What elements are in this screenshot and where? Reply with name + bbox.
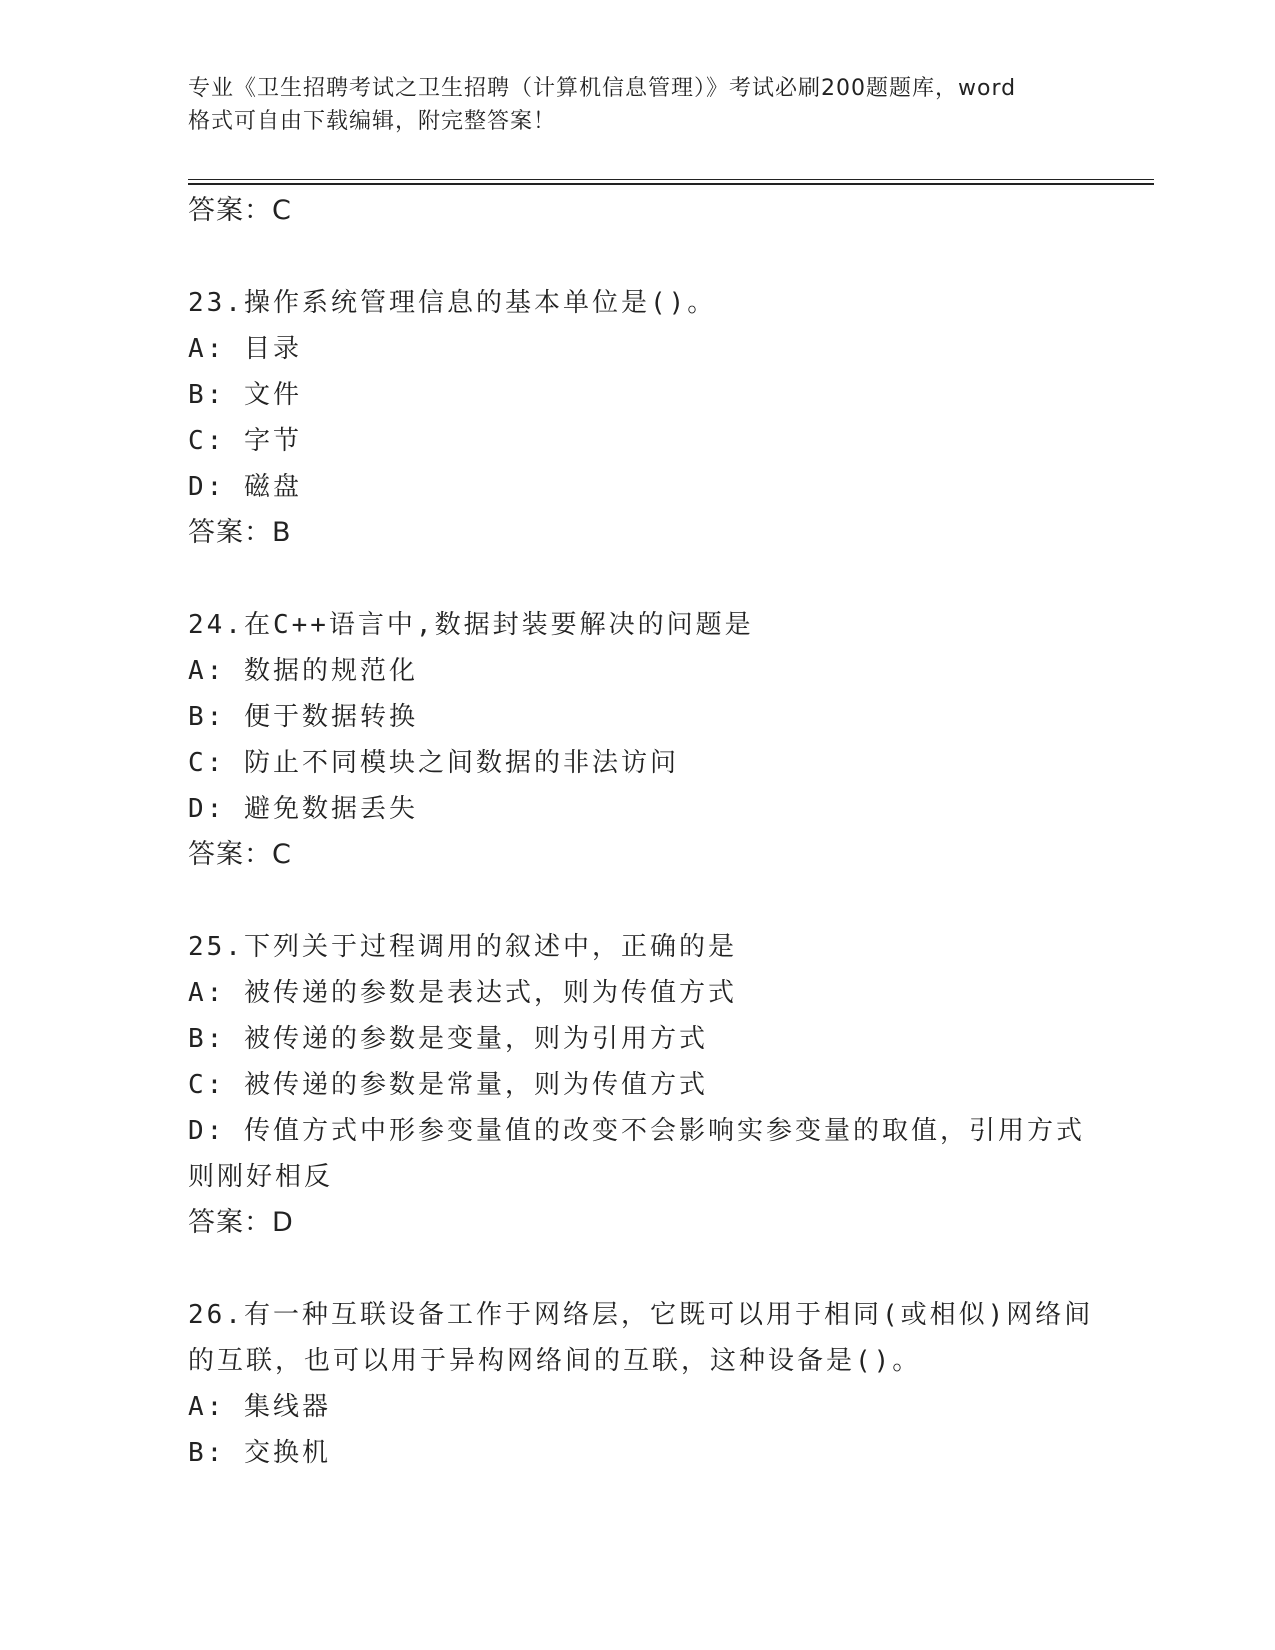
spacer: [188, 1246, 1088, 1292]
option-c: C: 防止不同模块之间数据的非法访问: [188, 748, 679, 778]
option-c: C: 被传递的参数是常量，则为传值方式: [188, 1070, 708, 1100]
question-block-25: [188, 924, 1088, 1246]
option-a: A: 目录: [188, 334, 302, 364]
answer-line: 答案：B: [188, 517, 292, 548]
question-stem: 24.在C++语言中,数据封装要解决的问题是: [188, 610, 754, 640]
answer-line: 答案：C: [188, 839, 292, 870]
option-b: B: 便于数据转换: [188, 702, 418, 732]
question-stem: 26.有一种互联设备工作于网络层，它既可以用于相同(或相似)网络间: [188, 1300, 1094, 1330]
spacer: [188, 878, 1088, 924]
option-d: D: 传值方式中形参变量值的改变不会影响实参变量的取值，引用方式: [188, 1116, 1085, 1146]
option-d: D: 磁盘: [188, 472, 302, 502]
header-divider-thin: [188, 179, 1154, 180]
option-a: A: 被传递的参数是表达式，则为传值方式: [188, 978, 737, 1008]
option-a: A: 集线器: [188, 1392, 331, 1422]
question-stem: 23.操作系统管理信息的基本单位是()。: [188, 288, 717, 318]
question-block-24: [188, 602, 1088, 878]
question-stem: 25.下列关于过程调用的叙述中，正确的是: [188, 932, 737, 962]
option-a: A: 数据的规范化: [188, 656, 418, 686]
header-line-2: 格式可自由下载编辑，附完整答案！: [188, 109, 557, 134]
header-divider-thick: [188, 183, 1154, 185]
option-d-continuation: 则刚好相反: [188, 1162, 334, 1192]
option-d: D: 避免数据丢失: [188, 794, 418, 824]
answer-line: 答案：D: [188, 1207, 294, 1238]
spacer: [188, 556, 1088, 602]
question-stem-continuation: 的互联，也可以用于异构网络间的互联，这种设备是()。: [188, 1346, 922, 1376]
spacer: [188, 234, 1088, 280]
option-b: B: 交换机: [188, 1438, 331, 1468]
header-line-1: 专业《卫生招聘考试之卫生招聘（计算机信息管理）》考试必刷200题题库，word: [188, 76, 1017, 101]
option-b: B: 文件: [188, 380, 302, 410]
answer-line: 答案：C: [188, 195, 292, 226]
option-b: B: 被传递的参数是变量，则为引用方式: [188, 1024, 708, 1054]
option-c: C: 字节: [188, 426, 302, 456]
question-block-23: [188, 280, 1088, 556]
question-list: [188, 188, 1094, 1476]
document-header: [188, 72, 1088, 138]
question-block-26: [188, 1292, 1094, 1476]
